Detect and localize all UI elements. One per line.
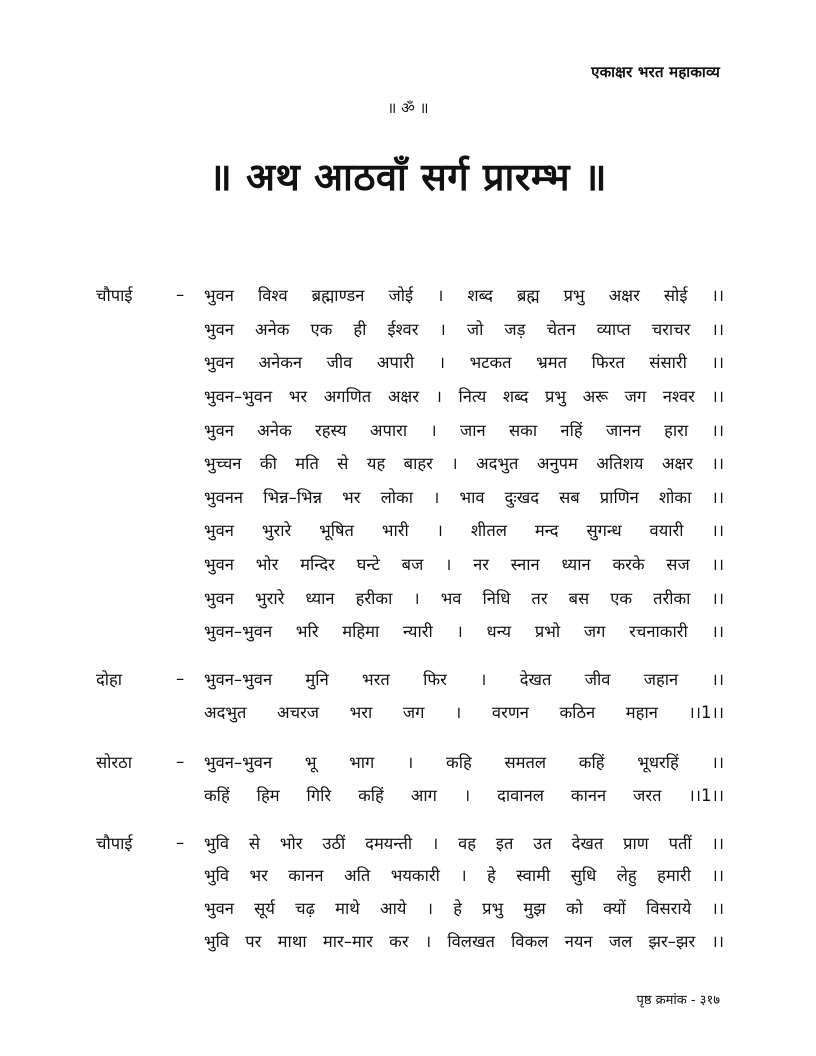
verse-text: अदभुत अचरज भरा जग । वरणन कठिन महान ।।1।। bbox=[204, 703, 724, 722]
verse-line bbox=[96, 826, 724, 859]
verse-text: भुवन–भुवन मुनि भरत फिर । देखत जीव जहान ।। bbox=[204, 670, 724, 689]
verse-line bbox=[96, 662, 724, 695]
verse-line bbox=[96, 446, 724, 480]
label-dash: – bbox=[176, 832, 185, 852]
verse-text: भुवि भर कानन अति भयकारी । हे स्वामी सुधि लेहु हमारी ।। bbox=[204, 866, 724, 886]
verse-text: भुवन–भुवन भर अगणित अक्षर । नित्य शब्द प्रभु अरू जग नश्वर ।। bbox=[204, 387, 724, 407]
label-dash: – bbox=[176, 752, 185, 771]
verse-text: भुवन भुरारे भूषित भारी । शीतल मन्द सुगन्ध वयारी ।। bbox=[204, 521, 724, 541]
verse-line bbox=[96, 924, 724, 957]
verse-line bbox=[96, 379, 724, 413]
verse-section-doha bbox=[96, 662, 724, 728]
verse-type-label: चौपाई bbox=[96, 286, 133, 306]
verse-line bbox=[96, 614, 724, 648]
verse-section-chaupai-2 bbox=[96, 826, 724, 956]
verse-type-label: दोहा bbox=[96, 670, 123, 689]
verse-text: भुवन विश्व ब्रह्माण्डन जोई । शब्द ब्रह्म प्रभु अक्षर सोई ।। bbox=[204, 286, 724, 306]
verse-text: भुवन अनेकन जीव अपारी । भटकत भ्रमत फिरत संसारी ।। bbox=[204, 353, 724, 373]
label-dash: – bbox=[176, 285, 185, 305]
verse-line bbox=[96, 695, 724, 728]
verse-text: भुवन–भुवन भू भाग । कहि समतल कहिं भूधरहिं ।। bbox=[204, 753, 724, 772]
verse-text: भुवन–भुवन भरि महिमा न्यारी । धन्य प्रभो जग रचनाकारी ।। bbox=[204, 622, 724, 642]
verse-line bbox=[96, 778, 724, 811]
verse-text: भुवि से भोर उठीं दमयन्ती । वह इत उत देखत प्राण पतीं ।। bbox=[204, 833, 724, 853]
verse-text: भुवन अनेक रहस्य अपारा । जान सका नहिं जानन हारा ।। bbox=[204, 420, 724, 440]
label-dash: – bbox=[176, 669, 185, 688]
verse-section-chaupai-1 bbox=[96, 278, 724, 648]
invocation: ॥ ॐ ॥ bbox=[387, 99, 429, 117]
verse-text: कहिं हिम गिरि कहिं आग । दावानल कानन जरत ।।1।। bbox=[204, 786, 724, 805]
running-head-title: एकाक्षर भरत महाकाव्य bbox=[591, 63, 720, 81]
verse-type-label: चौपाई bbox=[96, 833, 133, 853]
verse-line bbox=[96, 547, 724, 581]
verse-line bbox=[96, 745, 724, 778]
verse-text: भुच्चन की मति से यह बाहर । अदभुत अनुपम अतिशय अक्षर ।। bbox=[204, 454, 724, 474]
verse-line bbox=[96, 891, 724, 924]
page-number: पृष्ठ क्रमांक - ३१७ bbox=[636, 993, 720, 1008]
verse-line bbox=[96, 859, 724, 892]
verse-line bbox=[96, 312, 724, 346]
verse-text: भुवन सूर्य चढ़ माथे आये । हे प्रभु मुझ को क्यों विसराये ।। bbox=[204, 898, 724, 918]
verse-line bbox=[96, 513, 724, 547]
chapter-title: ॥ अथ आठवाँ सर्ग प्रारम्भ ॥ bbox=[208, 155, 608, 199]
verse-type-label: सोरठा bbox=[96, 753, 133, 772]
verse-line bbox=[96, 580, 724, 614]
verse-line bbox=[96, 345, 724, 379]
verse-text: भुवि पर माथा मार–मार कर । विलखत विकल नयन जल झर–झर ।। bbox=[204, 931, 724, 951]
verse-text: भुवन अनेक एक ही ईश्वर । जो जड़ चेतन व्याप्त चराचर ।। bbox=[204, 319, 724, 339]
verse-line bbox=[96, 278, 724, 312]
verse-line bbox=[96, 412, 724, 446]
verse-text: भुवन भोर मन्दिर घन्टे बज । नर स्नान ध्यान करके सज ।। bbox=[204, 555, 724, 575]
verse-line bbox=[96, 480, 724, 514]
verse-text: भुवनन भिन्न–भिन्न भर लोका । भाव दुःखद सब प्राणिन शोका ।। bbox=[204, 487, 724, 507]
verse-text: भुवन भुरारे ध्यान हरीका । भव निधि तर बस एक तरीका ।। bbox=[204, 588, 724, 608]
verse-section-soratha bbox=[96, 745, 724, 811]
